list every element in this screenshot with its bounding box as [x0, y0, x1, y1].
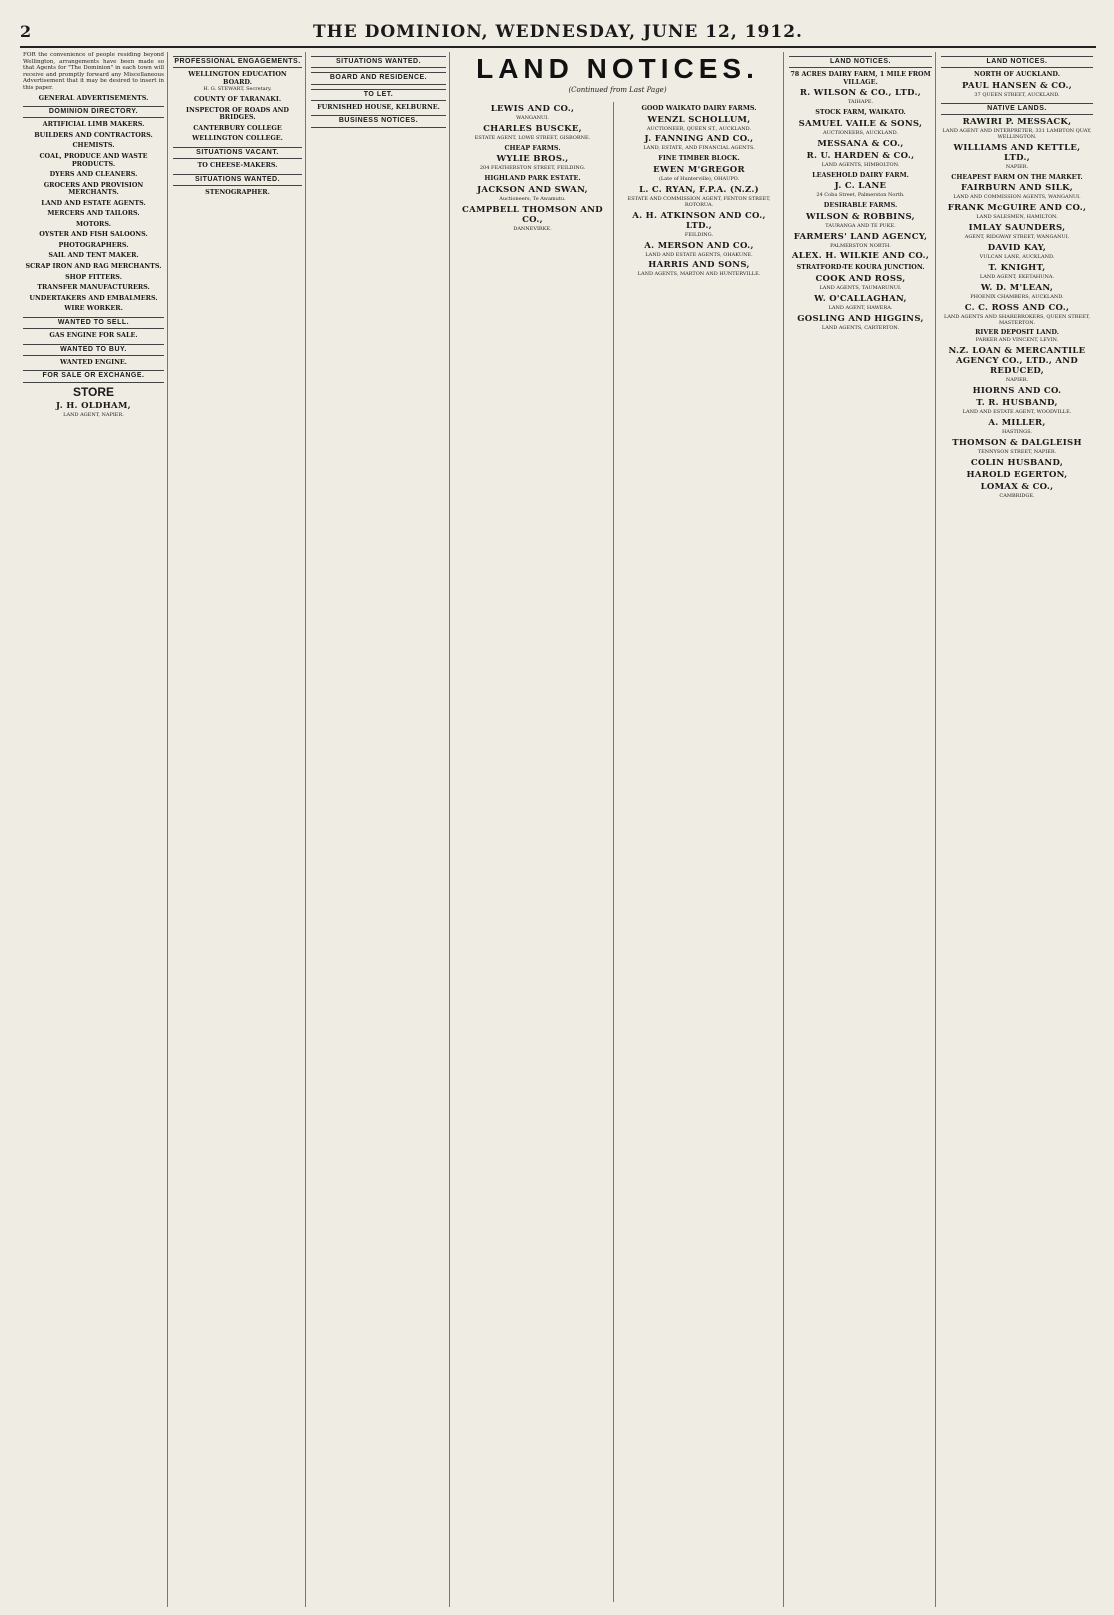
timber-block-heading: FINE TIMBER BLOCK. [658, 154, 740, 163]
dairy-farm-heading: 78 ACRES DAIRY FARM, 1 MILE FROM VILLAGE. [790, 70, 931, 86]
leasehold-heading: LEASEHOLD DAIRY FARM. [812, 170, 909, 179]
column-3 [308, 52, 450, 1607]
callaghan-firm: W. O'CALLAGHAN, [814, 293, 907, 304]
wanted-engine-heading: WANTED ENGINE. [59, 357, 128, 366]
rates-heading: GENERAL ADVERTISEMENTS. [38, 93, 149, 102]
harris-address: LAND AGENTS, MARTON AND HUNTERVILLE. [637, 271, 761, 278]
page-title: THE DOMINION, WEDNESDAY, JUNE 12, 1912. [313, 22, 803, 42]
hansen-firm: PAUL HANSEN & CO., [961, 80, 1073, 91]
macgregor-firm: EWEN M'GREGOR [653, 164, 745, 175]
gosling-address: LAND AGENTS, CARTERTON. [821, 324, 900, 331]
harris-firm: HARRIS AND SONS, [648, 260, 750, 271]
ross-address: LAND AGENTS AND SHAREBROKERS, QUEEN STREET, MASTERTON. [944, 313, 1090, 326]
situations-wanted-heading: SITUATIONS WANTED. [311, 56, 446, 68]
directory-section: DYERS AND CLEANERS. [49, 170, 138, 179]
waikato-dairy-heading: GOOD WAIKATO DAIRY FARMS. [641, 104, 757, 112]
land-notices-continued: (Continued from Last Page) [568, 86, 667, 94]
land-notices-section [452, 52, 784, 1607]
schollum-address: AUCTIONEER, QUEEN ST., AUCKLAND. [646, 125, 752, 132]
directory-section: BUILDERS AND CONTRACTORS. [34, 130, 153, 139]
directory-section: UNDERTAKERS AND EMBALMERS. [29, 293, 158, 302]
thomson-firm: THOMSON & DALGLEISH [952, 437, 1082, 448]
husband-address: LAND AND ESTATE AGENT, WOODVILLE. [962, 408, 1072, 415]
land-column-right [616, 102, 782, 1602]
lane-firm: J. C. LANE [834, 181, 887, 192]
parker-firm: PARKER AND VINCENT, LEVIN. [975, 337, 1059, 343]
directory-section: MOTORS. [76, 219, 111, 228]
williams-firm: WILLIAMS AND KETTLE, LTD., [953, 142, 1081, 163]
directory-section: ARTIFICIAL LIMB MAKERS. [42, 120, 145, 129]
columns [20, 52, 1096, 1607]
column-2 [170, 52, 306, 1607]
directory-section: COAL, PRODUCE AND WASTE PRODUCTS. [39, 152, 148, 168]
directory-section: LAND AND ESTATE AGENTS. [41, 198, 146, 207]
mclean-firm: W. D. M'LEAN, [980, 282, 1054, 293]
directory-heading: DOMINION DIRECTORY. [23, 106, 164, 118]
frank-address: LAND SALESMEN, HAMILTON. [976, 214, 1058, 221]
knight-firm: T. KNIGHT, [988, 262, 1046, 273]
directory-section: GROCERS AND PROVISION MERCHANTS. [43, 180, 144, 197]
hiorns-firm: HIORNS AND CO. [972, 385, 1062, 396]
buscke-address: ESTATE AGENT, LOWE STREET, GISBORNE. [474, 134, 591, 141]
column-1 [20, 52, 168, 1607]
wilson-firm: R. WILSON & CO., LTD., [799, 88, 922, 99]
fairburn-firm: FAIRBURN AND SILK, [960, 183, 1074, 194]
rawiri-firm: RAWIRI P. MESSACK, [962, 116, 1072, 127]
merson-address: LAND AND ESTATE AGENTS, OHAKUNE. [645, 251, 753, 258]
atkinson-firm: A. H. ATKINSON AND CO., LTD., [632, 210, 766, 231]
callaghan-address: LAND AGENT, HAWERA. [828, 304, 893, 311]
gas-engine-heading: GAS ENGINE FOR SALE. [49, 331, 138, 339]
fanning-address: LAND, ESTATE, AND FINANCIAL AGENTS. [643, 145, 755, 152]
husband-firm: T. R. HUSBAND, [976, 397, 1058, 408]
fanning-firm: J. FANNING AND CO., [644, 134, 754, 145]
directory-section: SAIL AND TENT MAKER. [48, 251, 139, 260]
merson-firm: A. MERSON AND CO., [644, 240, 754, 251]
macgregor-address: (Late of Hunterville), OHAUPO. [658, 175, 740, 182]
lewis-address: WANGANUI. [516, 115, 549, 122]
lomax-address: CAMBRIDGE. [999, 492, 1035, 499]
swan-firm: JACKSON AND SWAN, [477, 184, 588, 195]
board-residence-heading: BOARD AND RESIDENCE. [311, 72, 446, 84]
directory-section: WIRE WORKER. [64, 304, 123, 313]
column-6 [786, 52, 936, 1607]
wilkie-firm: ALEX. H. WILKIE AND CO., [791, 251, 930, 262]
harden-address: LAND AGENTS, HIMBOLTON. [821, 161, 900, 168]
situations-vacant-heading: SITUATIONS VACANT. [173, 147, 302, 159]
messana-firm: MESSANA & CO., [817, 138, 904, 149]
cheesemakers-heading: TO CHEESE-MAKERS. [197, 161, 278, 170]
directory-section: TRANSFER MANUFACTURERS. [37, 283, 150, 292]
williams-address: NAPIER. [1005, 163, 1029, 170]
swan-address: Auctioneers, Te Awamutu. [499, 195, 566, 202]
professional-heading: PROFESSIONAL ENGAGEMENTS. [173, 56, 302, 68]
fairburn-address: LAND AND COMMISSION AGENTS, WANGANUI. [953, 194, 1081, 201]
farmers-address: PALMERSTON NORTH. [830, 242, 891, 249]
miller-firm: A. MILLER, [988, 417, 1046, 428]
to-let-heading: TO LET. [311, 89, 446, 101]
campbell-address: DANNEVIRKE. [513, 225, 552, 232]
north-auckland-heading: NORTH OF AUCKLAND. [974, 70, 1060, 79]
directory-section: SHOP FITTERS. [65, 272, 122, 281]
hansen-address: 37 QUEEN STREET, AUCKLAND. [974, 91, 1060, 98]
ryan-firm: L. C. RYAN, F.P.A. (N.Z.) [639, 184, 759, 195]
canterbury-heading: CANTERBURY COLLEGE [193, 123, 282, 132]
wilson-address: TAIHAPE. [847, 99, 874, 106]
wanted-to-buy-heading: WANTED TO BUY. [23, 344, 164, 356]
lane-address: 24 Coba Street, Palmerston North. [816, 192, 905, 199]
masthead [20, 20, 1096, 48]
cook-firm: COOK AND ROSS, [815, 274, 906, 284]
stenographer-heading: STENOGRAPHER. [205, 188, 270, 197]
nz-loan-firm: N.Z. LOAN & MERCANTILE AGENCY CO., LTD., AND REDUCED, [948, 345, 1086, 376]
wanted-to-sell-heading: WANTED TO SELL. [23, 317, 164, 329]
cook-address: LAND AGENTS, TAUMARUNUI. [819, 285, 902, 292]
campbell-firm: CAMPBELL THOMSON AND CO., [462, 204, 603, 225]
education-board-signature: H. G. STEWART, Secretary. [203, 86, 272, 93]
stock-farm-heading: STOCK FARM, WAIKATO. [815, 108, 906, 117]
ryan-address: ESTATE AND COMMISSION AGENT, FENTON STREET, ROTORUA. [627, 195, 771, 208]
directory-section: SCRAP IRON AND RAG MERCHANTS. [25, 262, 162, 271]
harden-firm: R. U. HARDEN & CO., [806, 150, 915, 161]
wylie-firm: WYLIE BROS., [496, 154, 569, 165]
vaile-address: AUCTIONEERS, AUCKLAND. [822, 129, 899, 136]
frank-firm: FRANK McGUIRE AND CO., [947, 203, 1087, 214]
wellington-college-heading: WELLINGTON COLLEGE. [192, 134, 283, 143]
kay-firm: DAVID KAY, [987, 242, 1047, 253]
cheap-farms-heading: CHEAP FARMS. [504, 143, 561, 152]
native-lands-heading: NATIVE LANDS. [941, 103, 1093, 115]
land-notices-heading: LAND NOTICES. [941, 56, 1093, 68]
robbins-firm: WILSON & ROBBINS, [806, 211, 915, 222]
egerton-firm: HAROLD EGERTON, [966, 469, 1068, 480]
vaile-firm: SAMUEL VAILE & SONS, [798, 118, 923, 129]
cheapest-farm-heading: CHEAPEST FARM ON THE MARKET. [951, 172, 1083, 181]
store-firm-address: LAND AGENT, NAPIER. [63, 411, 124, 418]
imlay-address: AGENT, RIDGWAY STREET, WANGANUI. [964, 234, 1070, 241]
directory-section: OYSTER AND FISH SALOONS. [39, 230, 148, 239]
land-column-left [452, 102, 614, 1602]
lomax-firm: LOMAX & CO., [980, 481, 1054, 492]
for-sale-exchange-heading: FOR SALE OR EXCHANGE. [23, 370, 164, 382]
situations-wanted-heading: SITUATIONS WANTED. [173, 174, 302, 186]
taranaki-heading: COUNTY OF TARANAKI. [193, 95, 282, 104]
lewis-firm: LEWIS AND CO., [490, 104, 575, 114]
land-notices-title: LAND NOTICES. [476, 53, 759, 84]
education-board-heading: WELLINGTON EDUCATION BOARD. [188, 70, 287, 86]
stratford-heading: STRATFORD-TE KOURA JUNCTION. [796, 263, 925, 272]
ross-firm: C. C. ROSS AND CO., [964, 302, 1070, 313]
land-notices-heading: LAND NOTICES. [789, 56, 932, 68]
highland-heading: HIGHLAND PARK ESTATE. [484, 174, 581, 183]
river-deposit-heading: RIVER DEPOSIT LAND. [975, 328, 1059, 337]
rawiri-address: LAND AGENT AND INTERPRETER, 331 LAMBTON QUAY, WELLINGTON. [942, 127, 1092, 140]
kay-address: VULCAN LANE, AUCKLAND. [979, 253, 1055, 260]
schollum-firm: WENZL SCHOLLUM, [647, 114, 751, 125]
desirable-heading: DESIRABLE FARMS. [823, 201, 898, 210]
store-heading: STORE [72, 384, 115, 399]
directory-section: CHEMISTS. [72, 141, 115, 150]
farmers-firm: FARMERS' LAND AGENCY, [793, 231, 928, 242]
buscke-firm: CHARLES BUSCKE, [483, 123, 582, 134]
husband2-firm: COLIN HUSBAND, [970, 457, 1064, 468]
inspector-heading: INSPECTOR OF ROADS AND BRIDGES. [186, 105, 289, 122]
imlay-firm: IMLAY SAUNDERS, [968, 223, 1066, 234]
page-number: 2 [20, 22, 32, 41]
directory-section: PHOTOGRAPHERS. [58, 240, 129, 249]
robbins-address: TAURANGA AND TE PUKE. [825, 222, 896, 229]
knight-address: LAND AGENT, EKETAHUNA. [979, 273, 1055, 280]
nz-loan-address: NAPIER. [1005, 376, 1029, 383]
furnished-house-heading: FURNISHED HOUSE, KELBURNE. [317, 102, 440, 111]
atkinson-address: FEILDING. [684, 231, 714, 238]
business-notices-heading: BUSINESS NOTICES. [311, 115, 446, 127]
gosling-firm: GOSLING AND HIGGINS, [797, 313, 924, 324]
column-7 [938, 52, 1096, 1607]
miller-address: HASTINGS. [1002, 428, 1032, 435]
mclean-address: PHOENIX CHAMBERS, AUCKLAND. [970, 293, 1064, 300]
intro-notice: FOR the convenience of people residing beyond Wellington, arrangements have been made so that Agents for "The Dominion" in each town will receive and promptly forward any Miscellaneous Advertisement that it may be desired to insert in this paper. [23, 52, 164, 91]
store-firm: J. H. OLDHAM, [56, 400, 131, 411]
thomson-address: TENNYSON STREET, NAPIER. [977, 448, 1057, 455]
directory-section: MERCERS AND TAILORS. [47, 209, 140, 218]
wylie-address: 204 FEATHERSTON STREET, FEILDING. [479, 165, 586, 172]
